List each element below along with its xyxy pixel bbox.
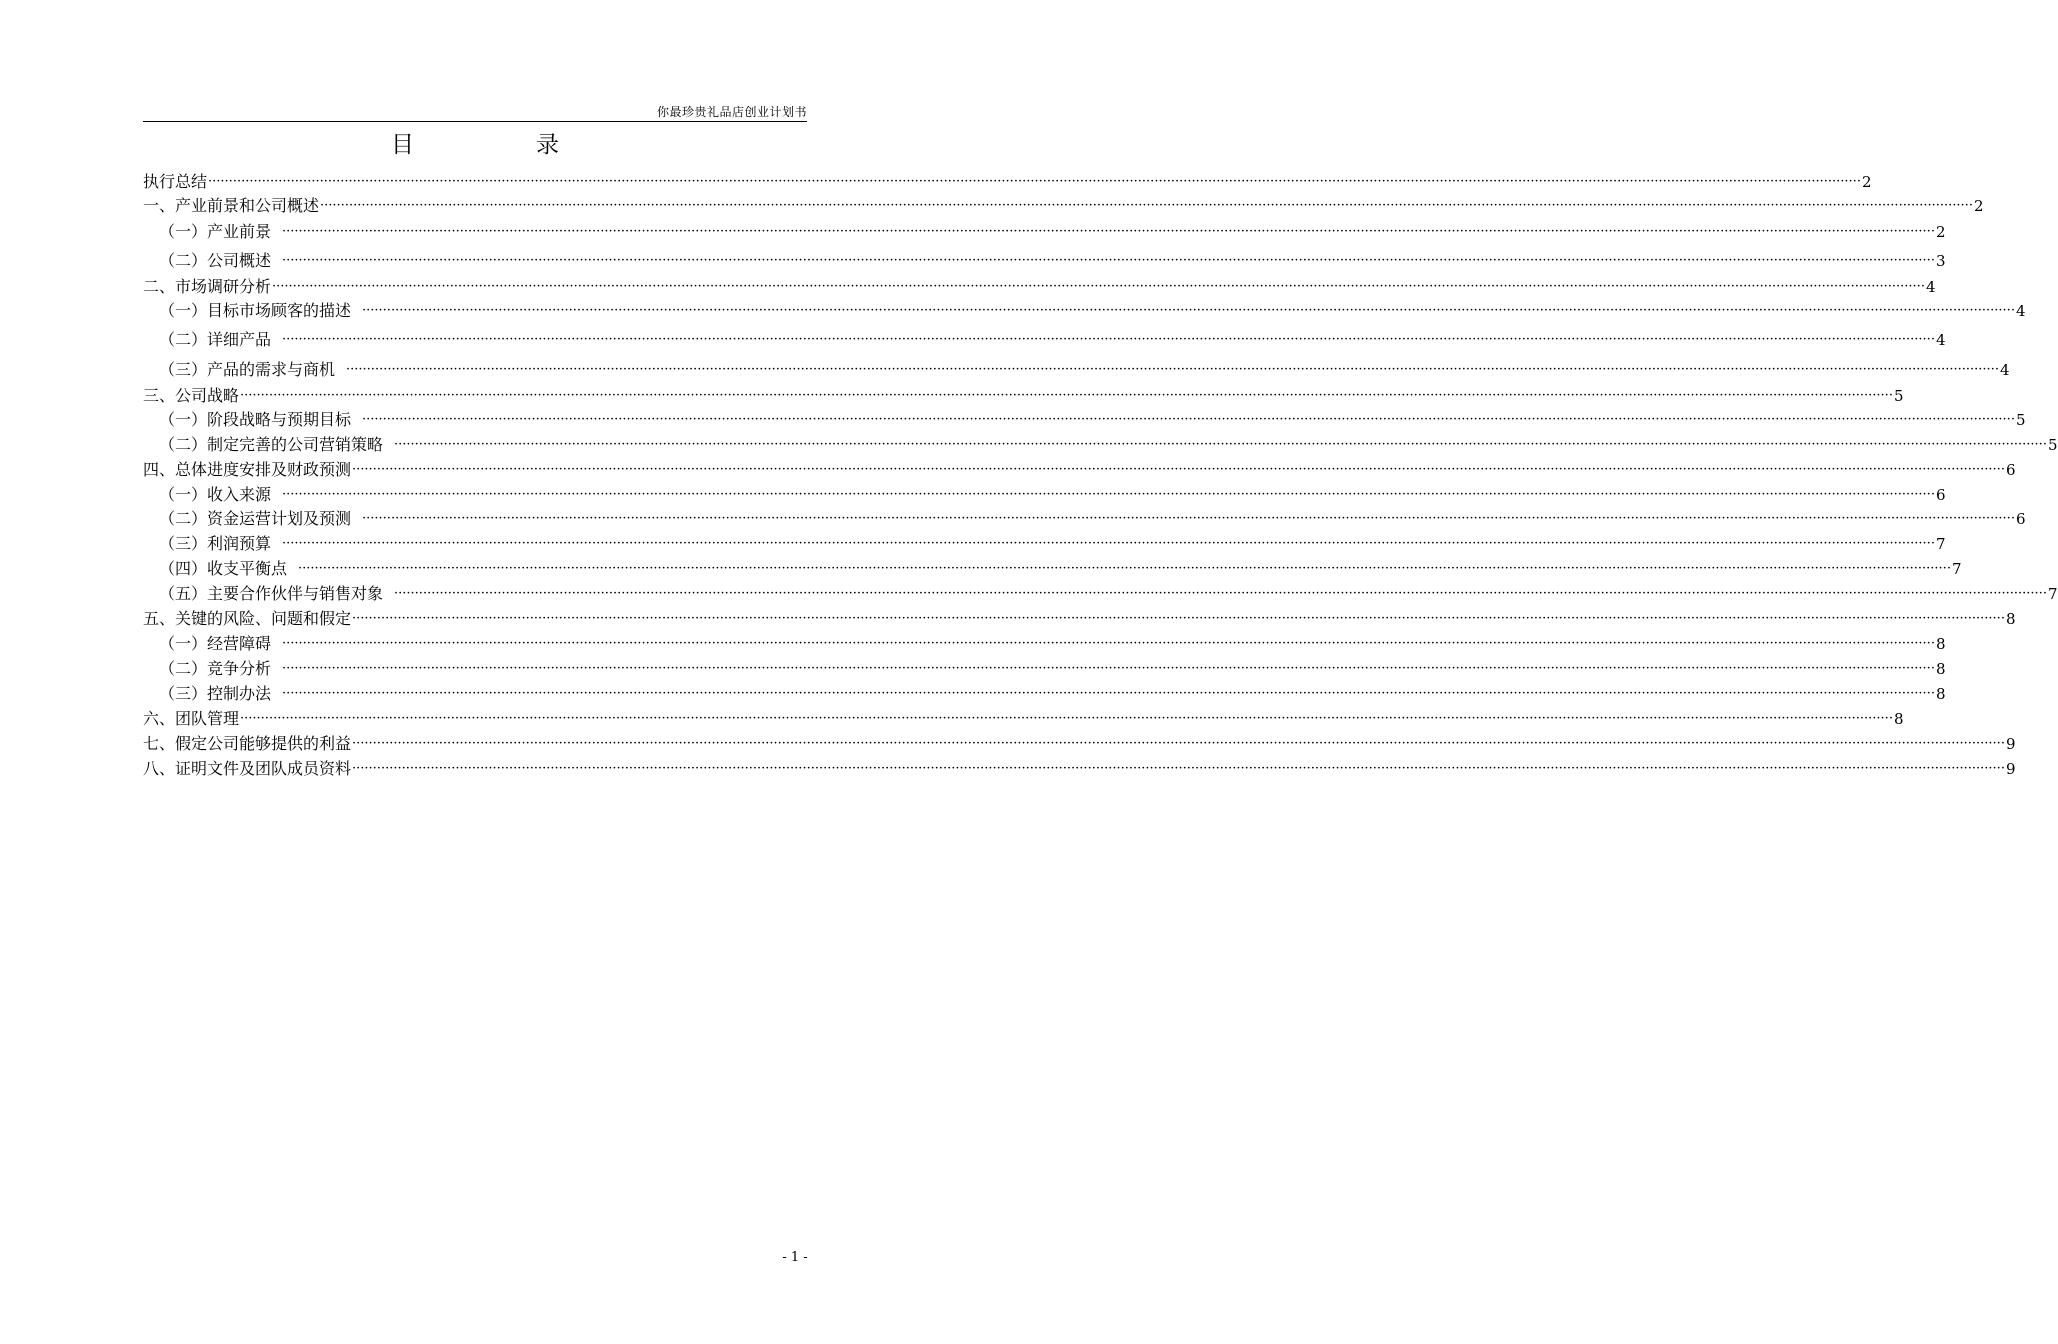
toc-entry[interactable] — [143, 707, 1904, 729]
toc-dot-leader: ················································································································································································································································································································································································································ — [282, 636, 1935, 651]
toc-entry[interactable] — [159, 249, 1946, 271]
toc-entry-label: 五、关键的风险、问题和假定 — [143, 609, 352, 628]
page-number: - 1 - — [782, 1250, 808, 1265]
toc-entry-page: 2 — [1935, 223, 1946, 241]
toc-entry[interactable] — [143, 170, 1872, 192]
toc-entry-label: （四）收支平衡点 — [159, 559, 288, 578]
toc-entry-label: 七、假定公司能够提供的利益 — [143, 734, 352, 753]
toc-entry[interactable] — [159, 682, 1946, 704]
toc-dot-leader: ················································································································································································································································································································································································································ — [352, 462, 2005, 477]
toc-entry-page: 9 — [2005, 760, 2016, 778]
toc-entry[interactable] — [159, 328, 1946, 350]
toc-dot-leader: ················································································································································································································································································································································································································ — [282, 487, 1935, 502]
toc-entry[interactable] — [159, 433, 2058, 455]
toc-entry-page: 7 — [1951, 560, 1962, 578]
toc-dot-leader: ················································································································································································································································································································································································································ — [282, 536, 1935, 551]
toc-entry-page: 6 — [2015, 510, 2026, 528]
toc-entry-label: （一）目标市场顾客的描述 — [159, 301, 352, 320]
toc-entry-page: 4 — [1925, 278, 1936, 296]
toc-entry-page: 8 — [1935, 635, 1946, 653]
toc-entry-label: （二）详细产品 — [159, 330, 272, 349]
toc-entry-page: 7 — [1935, 535, 1946, 553]
toc-entry-label: 六、团队管理 — [143, 709, 240, 728]
toc-entry-page: 8 — [2005, 610, 2016, 628]
toc-entry-page: 5 — [2047, 436, 2058, 454]
toc-entry-page: 5 — [2015, 411, 2026, 429]
toc-entry-label: （三）控制办法 — [159, 684, 272, 703]
toc-entry-page: 2 — [1861, 173, 1872, 191]
toc-dot-leader: ················································································································································································································································································································································································································ — [394, 586, 2047, 601]
toc-dot-leader: ················································································································································································································································································································································································································ — [208, 174, 1861, 189]
toc-title-char-2: 录 — [536, 131, 559, 158]
toc-entry[interactable] — [143, 458, 2016, 480]
toc-entry[interactable] — [159, 358, 2010, 380]
toc-dot-leader: ················································································································································································································································································································································································································ — [282, 224, 1935, 239]
toc-entry-label: 八、证明文件及团队成员资料 — [143, 759, 352, 778]
page-header — [143, 104, 807, 122]
toc-entry-label: （三）利润预算 — [159, 534, 272, 553]
toc-entry-label: 四、总体进度安排及财政预测 — [143, 460, 352, 479]
toc-entry-label: 三、公司战略 — [143, 386, 240, 405]
toc-entry-page: 6 — [1935, 486, 1946, 504]
toc-entry-page: 5 — [1893, 387, 1904, 405]
toc-entry[interactable] — [159, 532, 1946, 554]
toc-entry[interactable] — [143, 275, 1936, 297]
toc-entry-page: 4 — [1935, 331, 1946, 349]
toc-entry-label: 二、市场调研分析 — [143, 277, 272, 296]
toc-entry-page: 3 — [1935, 252, 1946, 270]
toc-entry[interactable] — [159, 657, 1946, 679]
toc-entry-label: （一）产业前景 — [159, 222, 272, 241]
toc-entry-page: 7 — [2047, 585, 2058, 603]
toc-entry[interactable] — [143, 732, 2016, 754]
toc-dot-leader: ················································································································································································································································································································································································································ — [298, 561, 1951, 576]
toc-title — [143, 127, 807, 157]
toc-entry-page: 9 — [2005, 735, 2016, 753]
header-title: 你最珍贵礼品店创业计划书 — [656, 105, 807, 119]
toc-dot-leader: ················································································································································································································································································································································································································ — [282, 686, 1935, 701]
toc-entry-label: （一）收入来源 — [159, 485, 272, 504]
toc-entry-page: 6 — [2005, 461, 2016, 479]
toc-dot-leader: ················································································································································································································································································································································································································ — [346, 362, 1999, 377]
toc-entry-page: 2 — [1973, 197, 1984, 215]
toc-dot-leader: ················································································································································································································································································································································································································ — [352, 736, 2005, 751]
toc-entry[interactable] — [159, 408, 2026, 430]
toc-entry[interactable] — [143, 384, 1904, 406]
toc-dot-leader: ················································································································································································································································································································································································································ — [272, 279, 1925, 294]
toc-dot-leader: ················································································································································································································································································································································································································ — [362, 511, 2015, 526]
toc-entry-label: （一）经营障碍 — [159, 634, 272, 653]
toc-entry-page: 8 — [1893, 710, 1904, 728]
toc-dot-leader: ················································································································································································································································································································································································································ — [362, 303, 2015, 318]
toc-entry-page: 8 — [1935, 660, 1946, 678]
toc-entry-page: 4 — [1999, 361, 2010, 379]
toc-entry-label: （五）主要合作伙伴与销售对象 — [159, 584, 384, 603]
toc-dot-leader: ················································································································································································································································································································································································································ — [240, 711, 1893, 726]
toc-dot-leader: ················································································································································································································································································································································································································ — [282, 661, 1935, 676]
toc-dot-leader: ················································································································································································································································································································································································································ — [352, 761, 2005, 776]
toc-dot-leader: ················································································································································································································································································································································································································ — [394, 437, 2047, 452]
toc-entry-label: （三）产品的需求与商机 — [159, 360, 336, 379]
toc-dot-leader: ················································································································································································································································································································································································································ — [352, 611, 2005, 626]
toc-entry[interactable] — [143, 194, 1984, 216]
toc-dot-leader: ················································································································································································································································································································································································································ — [282, 253, 1935, 268]
toc-entry[interactable] — [159, 632, 1946, 654]
toc-dot-leader: ················································································································································································································································································································································································································ — [362, 412, 2015, 427]
toc-entry-label: （二）竞争分析 — [159, 659, 272, 678]
toc-entry-label: （一）阶段战略与预期目标 — [159, 410, 352, 429]
toc-entry-label: （二）资金运营计划及预测 — [159, 509, 352, 528]
toc-entry[interactable] — [143, 757, 2016, 779]
toc-dot-leader: ················································································································································································································································································································································································································ — [240, 388, 1893, 403]
toc-entry[interactable] — [159, 299, 2026, 321]
toc-title-char-1: 目 — [391, 131, 414, 158]
toc-dot-leader: ················································································································································································································································································································································································································ — [282, 332, 1935, 347]
toc-entry-label: 执行总结 — [143, 172, 208, 191]
toc-entry[interactable] — [159, 220, 1946, 242]
toc-entry-label: 一、产业前景和公司概述 — [143, 196, 320, 215]
toc-entry-label: （二）制定完善的公司营销策略 — [159, 435, 384, 454]
toc-entry[interactable] — [159, 507, 2026, 529]
toc-entry[interactable] — [143, 607, 2016, 629]
toc-entry-label: （二）公司概述 — [159, 251, 272, 270]
toc-entry[interactable] — [159, 483, 1946, 505]
toc-entry[interactable] — [159, 557, 1962, 579]
toc-entry-page: 8 — [1935, 685, 1946, 703]
toc-entry[interactable] — [159, 582, 2058, 604]
toc-dot-leader: ················································································································································································································································································································································································································ — [320, 198, 1973, 213]
toc-entry-page: 4 — [2015, 302, 2026, 320]
